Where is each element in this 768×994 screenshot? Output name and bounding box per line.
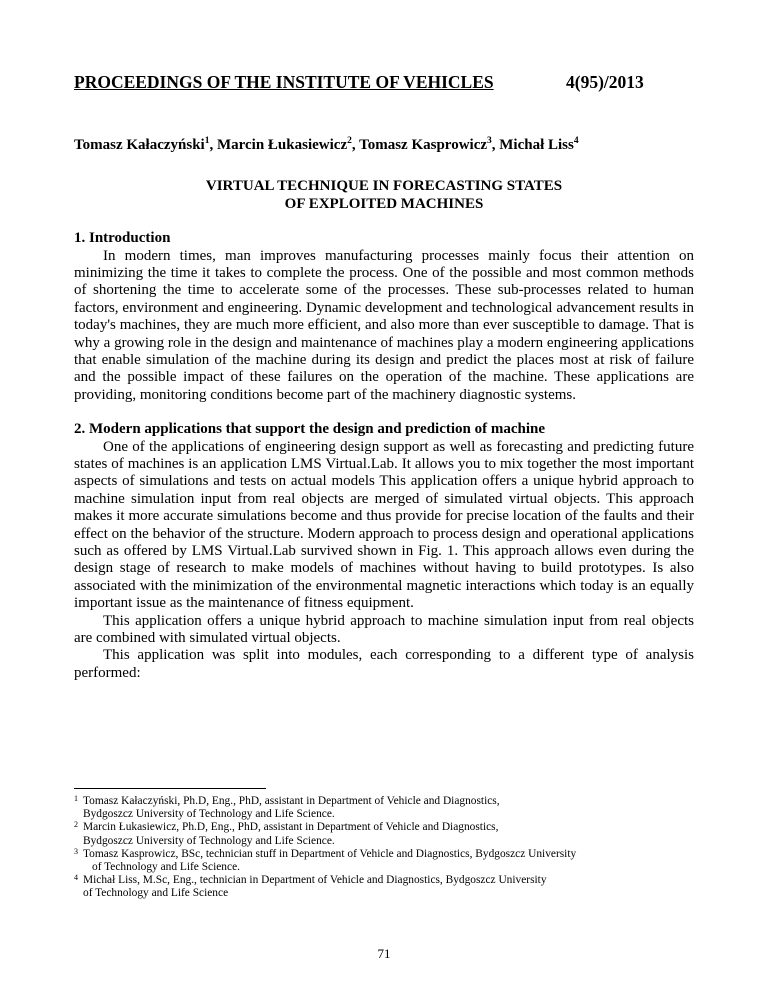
author-name: Michał Liss <box>499 137 574 153</box>
paper-title-line: VIRTUAL TECHNIQUE IN FORECASTING STATES <box>205 178 563 194</box>
journal-header <box>74 72 674 93</box>
author-name: Tomasz Kałaczyński <box>74 137 205 153</box>
footnote <box>74 848 694 874</box>
footnote-divider <box>74 788 266 789</box>
footnote-text: Tomasz Kałaczyński, Ph.D, Eng., PhD, assistant in Department of Vehicle and Diagnostics, <box>83 795 500 807</box>
footnotes <box>74 795 694 901</box>
author-affiliation-mark: 3 <box>487 136 492 146</box>
author-affiliation-mark: 1 <box>204 136 210 146</box>
footnote-text: Tomasz Kasprowicz, BSc, technician stuff in Department of Vehicle and Diagnostics, Bydgoszcz University <box>83 847 577 860</box>
paper-title <box>74 177 694 213</box>
paper-title-line: OF EXPLOITED MACHINES <box>284 196 484 212</box>
footnote-text: of Technology and Life Science <box>83 887 229 900</box>
author-name: Tomasz Kasprowicz <box>359 137 488 153</box>
author-name: Marcin Łukasiewicz <box>216 137 348 153</box>
section-heading: 2. Modern applications that support the design and prediction of machine <box>74 421 546 437</box>
footnote <box>74 874 694 900</box>
journal-title: PROCEEDINGS OF THE INSTITUTE OF VEHICLES <box>74 72 494 92</box>
author-separator: , <box>491 137 500 153</box>
footnote-text: of Technology and Life Science. <box>92 861 240 874</box>
footnote-text: Bydgoszcz University of Technology and Life Science. <box>83 808 335 821</box>
body-paragraph: This application was split into modules, each corresponding to a different type of analysis performed: <box>74 647 694 681</box>
section-introduction <box>74 230 694 404</box>
footnote-mark: 2 <box>74 820 78 830</box>
author-separator: , <box>209 137 217 153</box>
author-affiliation-mark: 4 <box>573 136 579 146</box>
footnote-text: Michał Liss, M.Sc, Eng., technician in Department of Vehicle and Diagnostics, Bydgoszcz University <box>83 874 547 887</box>
footnote-mark: 3 <box>74 846 78 856</box>
journal-issue: 4(95)/2013 <box>566 72 644 92</box>
section-heading: 1. Introduction <box>74 230 171 246</box>
author-affiliation-mark: 2 <box>347 136 352 146</box>
footnote-mark: 1 <box>74 794 78 803</box>
section-modern-applications <box>74 421 694 682</box>
author-separator: , <box>351 137 360 153</box>
body-paragraph: In modern times, man improves manufacturing processes mainly focus their attention on minimizing the time it takes to complete the process. One of the possible and most common methods of shortening the time to accelerate some of the processes. These sub-processes related to human factors, environment and engineering. Dynamic development and technological advancement results in today's machines, they are much more efficient, and also more than ever susceptible to damage. That is why a growing role in the design and maintenance of machines play a modern engineering applications that enable simulation of the machine during its design and predict the places most at risk of failure and the possible impact of these failures on the operation of the machine. These applications are providing, monitoring conditions become part of the machinery diagnostic systems. <box>74 247 694 403</box>
footnote-mark: 4 <box>74 873 78 883</box>
body-paragraph: One of the applications of engineering design support as well as forecasting and predicting future states of machines is an application LMS Virtual.Lab. It allows you to mix together the most important aspects of simulations and tests on actual models This application offers a unique hybrid approach to machine simulation input from real objects are merged of simulated virtual objects. This approach makes it more accurate simulations become and thus provide for precise location of the faults and their effect on the behavior of the structure. Modern approach to process design and operational applications such as offered by LMS Virtual.Lab survived shown in Fig. 1. This approach allows even during the design stage of research to make models of machines without having to build prototypes. Is also associated with the minimization of the environmental magnetic interactions which today is an equally important issue as the maintenance of fitness equipment. <box>74 438 694 612</box>
page-number: 71 <box>377 946 391 961</box>
footnote-text: Marcin Łukasiewicz, Ph.D, Eng., PhD, assistant in Department of Vehicle and Diagnostics, <box>83 821 499 834</box>
author-list <box>74 137 694 154</box>
footnote <box>74 795 694 821</box>
body-paragraph: This application offers a unique hybrid approach to machine simulation input from real objects are combined with simulated virtual objects. <box>74 612 694 646</box>
footnote-text: Bydgoszcz University of Technology and Life Science. <box>83 834 335 847</box>
footnote <box>74 821 694 847</box>
